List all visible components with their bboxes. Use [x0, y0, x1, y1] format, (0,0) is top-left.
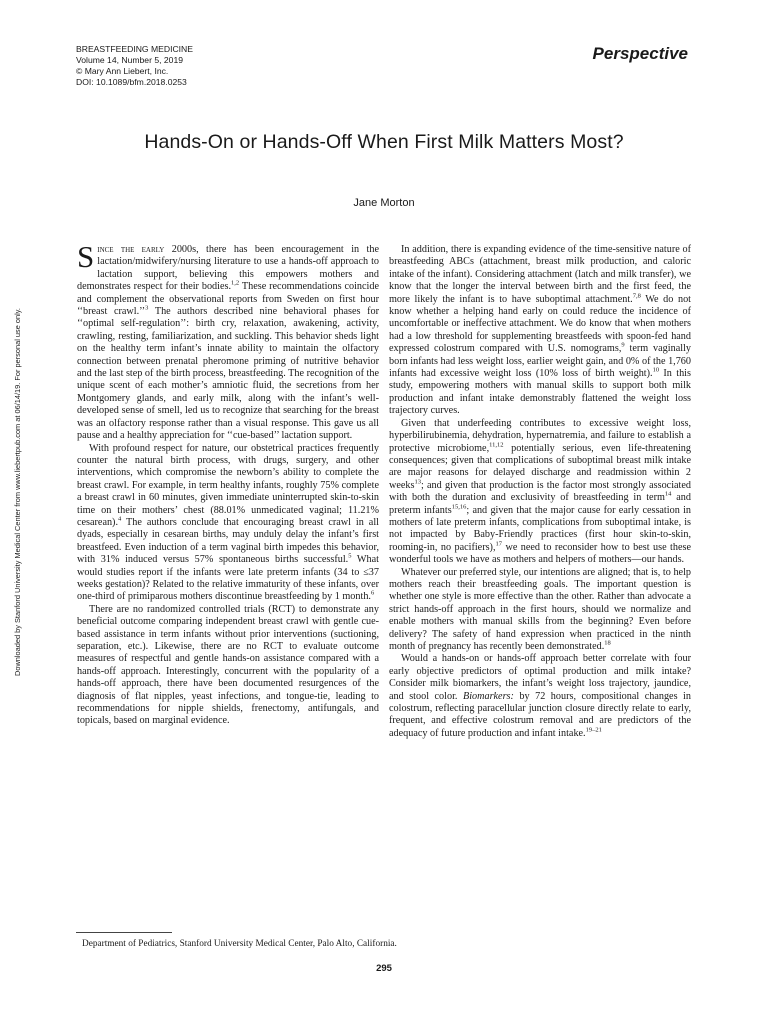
journal-header: [76, 44, 193, 88]
text-run: The authors conclude that encouraging breast crawl in all dyads, especially in cesarean births, may unduly delay the infant’s first breastfeed. Even induction of a term vaginal birth impedes this behavior, with 31% induced versus 57% spontaneous births successful.: [77, 516, 379, 566]
article-author: Jane Morton: [353, 197, 415, 209]
download-notice: Downloaded by Stanford University Medical Center from www.liebertpub.com at 06/14/19. For personal use only.: [13, 308, 22, 676]
citation: 17: [495, 540, 502, 548]
text-run: potentially serious, even life-threatening consequences; given that complications of suboptimal breast milk intake are major reasons for delayed discharge and readmission within 2 weeks: [389, 442, 691, 491]
text-run: The authors described nine behavioral phases for ‘‘optimal self-regulation’’: birth cry, relaxation, awakening, activity, crawling, resting, familiarization, and suckling. This behavior sheds light on the healthy term infant’s innate ability to maintain the olfactory connection between prenatal pheromone priming of nutritive behavior and the last step of the birth process, breastfeeding. The recognition of the unique scent of each mother’s amniotic fluid, the secretions from her Montgomery glands, and early milk, along with the infant’s well-developed sense of smell, led us to recognize that searching for the breast was an olfactory response rather than a visual response. This gave us all pause and a healthy appreciation for ‘‘cue-based’’ lactation support.: [77, 306, 379, 442]
text-run: Given that underfeeding contributes to excessive weight loss, hyperbilirubinemia, dehydration, hypernatremia, and failure to establish a protective microbiome,: [389, 417, 691, 454]
text-run: we need to reconsider how to best use these wonderful tools we have as mothers and helpers of mothers—our hands.: [389, 541, 691, 566]
journal-copyright: © Mary Ann Liebert, Inc.: [76, 66, 169, 76]
journal-volume: Volume 14, Number 5, 2019: [76, 55, 184, 65]
text-run: With profound respect for nature, our obstetrical practices frequently counter the natural birth process, with drugs, surgery, and other interventions, which compromise the newborn’s ability to complete the breast crawl. For example, in term healthy infants, roughly 75% complete a breast crawl in 60 minutes, given immediate uninterrupted skin-to-skin time on their mothers’ chest (88.01% unmedicated vaginal; 11.21% cesarean).: [77, 442, 379, 528]
italic-term: Biomarkers:: [462, 690, 514, 702]
citation: 7,8: [632, 292, 641, 300]
text-run: In this study, empowering mothers with manual skills to support both milk production and infant intake demonstrably flattened the weight loss trajectory curves.: [389, 368, 691, 417]
citation: 4: [118, 515, 122, 523]
citation: 9: [621, 341, 625, 349]
text-run: and preterm infants: [389, 492, 691, 516]
paragraph-5: [389, 418, 691, 567]
citation: 5: [348, 552, 352, 560]
text-run: There are no randomized controlled trials (RCT) to demonstrate any beneficial outcome comparing independent breast crawl with gentle cue-based assistance in term infants without prior interventions (suctioning, separation, etc.). Likewise, there are no RCT to evaluate outcome measures of respectful and gentle hands-on assistance compared with a hands-off approach. Interestingly, concurrent with the popularity of a hands-off approach, there have been documented resurgences of the diagnosis of flat nipples, yeast infections, and tongue-tie, leading to recommendations for nipple shields, frenectomy, antifungals, and topicals, based on marginal evidence.: [77, 603, 379, 727]
right-column: [389, 244, 691, 740]
citation: 13: [414, 478, 421, 486]
paragraph-1: [77, 239, 379, 443]
text-run: ; and given that production is the factor most strongly associated with both the duration and exclusivity of breastfeeding in term: [389, 479, 691, 504]
citation: 3: [145, 304, 149, 312]
citation: 6: [370, 589, 375, 597]
text-run: We do not know whether a helping hand early on could reduce the incidence of uncomfortable or ineffective attachment. We do know that when mothers had a low threshold for supplementing breastfeeds with spoon-fed hand expressed colostrum compared with U.S. nomograms,: [389, 293, 692, 355]
paragraph-3: [77, 604, 379, 728]
text-run: by 72 hours, compositional changes in colostrum, reflecting paracellular junction closure directly relate to early, frequent, and effective colostrum removal and are predictors of the adequacy of future production and infant intake.: [389, 690, 691, 739]
footnote-rule: [76, 932, 172, 933]
article-title: Hands-On or Hands-Off When First Milk Matters Most?: [144, 131, 624, 153]
small-caps-lead: ince the early: [97, 245, 165, 255]
paragraph-7: [389, 653, 691, 740]
journal-name: BREASTFEEDING MEDICINE: [76, 44, 193, 54]
section-label: Perspective: [592, 44, 688, 63]
citation: 15,16: [451, 503, 467, 511]
paragraph-2: [77, 443, 379, 604]
text-run: Whatever our preferred style, our intentions are aligned; that is, to help mothers reach their breastfeeding goals. The important question is whether one style is more effective than the other. Rather than advocate a strict hands-off approach in the first hours, should we normalize and enable mothers with manual skills from the beginning? Even before delivery? The safety of hand expression when practiced in the ninth month of pregnancy has recently been demonstrated.: [389, 566, 691, 652]
text-run: ; and given that the major cause for early cessation in mothers of late preterm infants, complications from suboptimal intake, is not impacted by Baby-Friendly practices (first hour skin-to-skin, rooming-in, no pacifiers),: [389, 504, 691, 553]
paragraph-4: [389, 244, 691, 418]
affiliation-footnote: Department of Pediatrics, Stanford University Medical Center, Palo Alto, California.: [82, 939, 397, 949]
text-run: In addition, there is expanding evidence of the time-sensitive nature of breastfeeding ABCs (attachment, breast milk production, and caloric intake of the infant). Considering attachment (latch and milk transfer), we know that the longer the interval between birth and the first feed, the more likely the infant is to have suboptimal attachment.: [389, 244, 691, 305]
journal-doi: DOI: 10.1089/bfm.2018.0253: [76, 77, 187, 87]
paragraph-6: [389, 567, 691, 654]
citation: 1,2: [231, 279, 240, 287]
drop-cap: S: [77, 239, 95, 274]
page-number: 295: [376, 963, 392, 974]
text-run: term vaginally born infants had less weight loss, earlier weight gain, and 0% of the 1,760 infants had excessive weight loss (10% loss of birth weight).: [389, 343, 691, 380]
text-run: Would a hands-on or hands-off approach better correlate with four early objective predictors of optimal production and milk intake? Consider milk biomarkers, the infant’s weight loss trajectory, jaundice, and stool color.: [389, 653, 691, 702]
citation: 19–21: [585, 726, 602, 734]
left-column: [77, 239, 379, 728]
citation: 11,12: [489, 441, 504, 449]
citation: 14: [664, 490, 672, 498]
text-run: These recommendations coincide and complement the observational reports from Sweden on first hour ‘‘breast crawl.’’: [77, 281, 379, 318]
text-run: What would studies report if the infants were late preterm infants (34 to ≤37 weeks gestation)? Related to the relative immaturity of these infants, over one-third of primiparous mothers discontinue breastfeeding by 1 month.: [77, 554, 379, 603]
citation: 18: [604, 639, 611, 647]
citation: 10: [652, 366, 660, 374]
text-run: 2000s, there has been encouragement in the lactation/midwifery/nursing literature to use a hands-off approach to lactation support, believing this empowers mothers and demonstrates respect for their bodies.: [77, 244, 379, 293]
